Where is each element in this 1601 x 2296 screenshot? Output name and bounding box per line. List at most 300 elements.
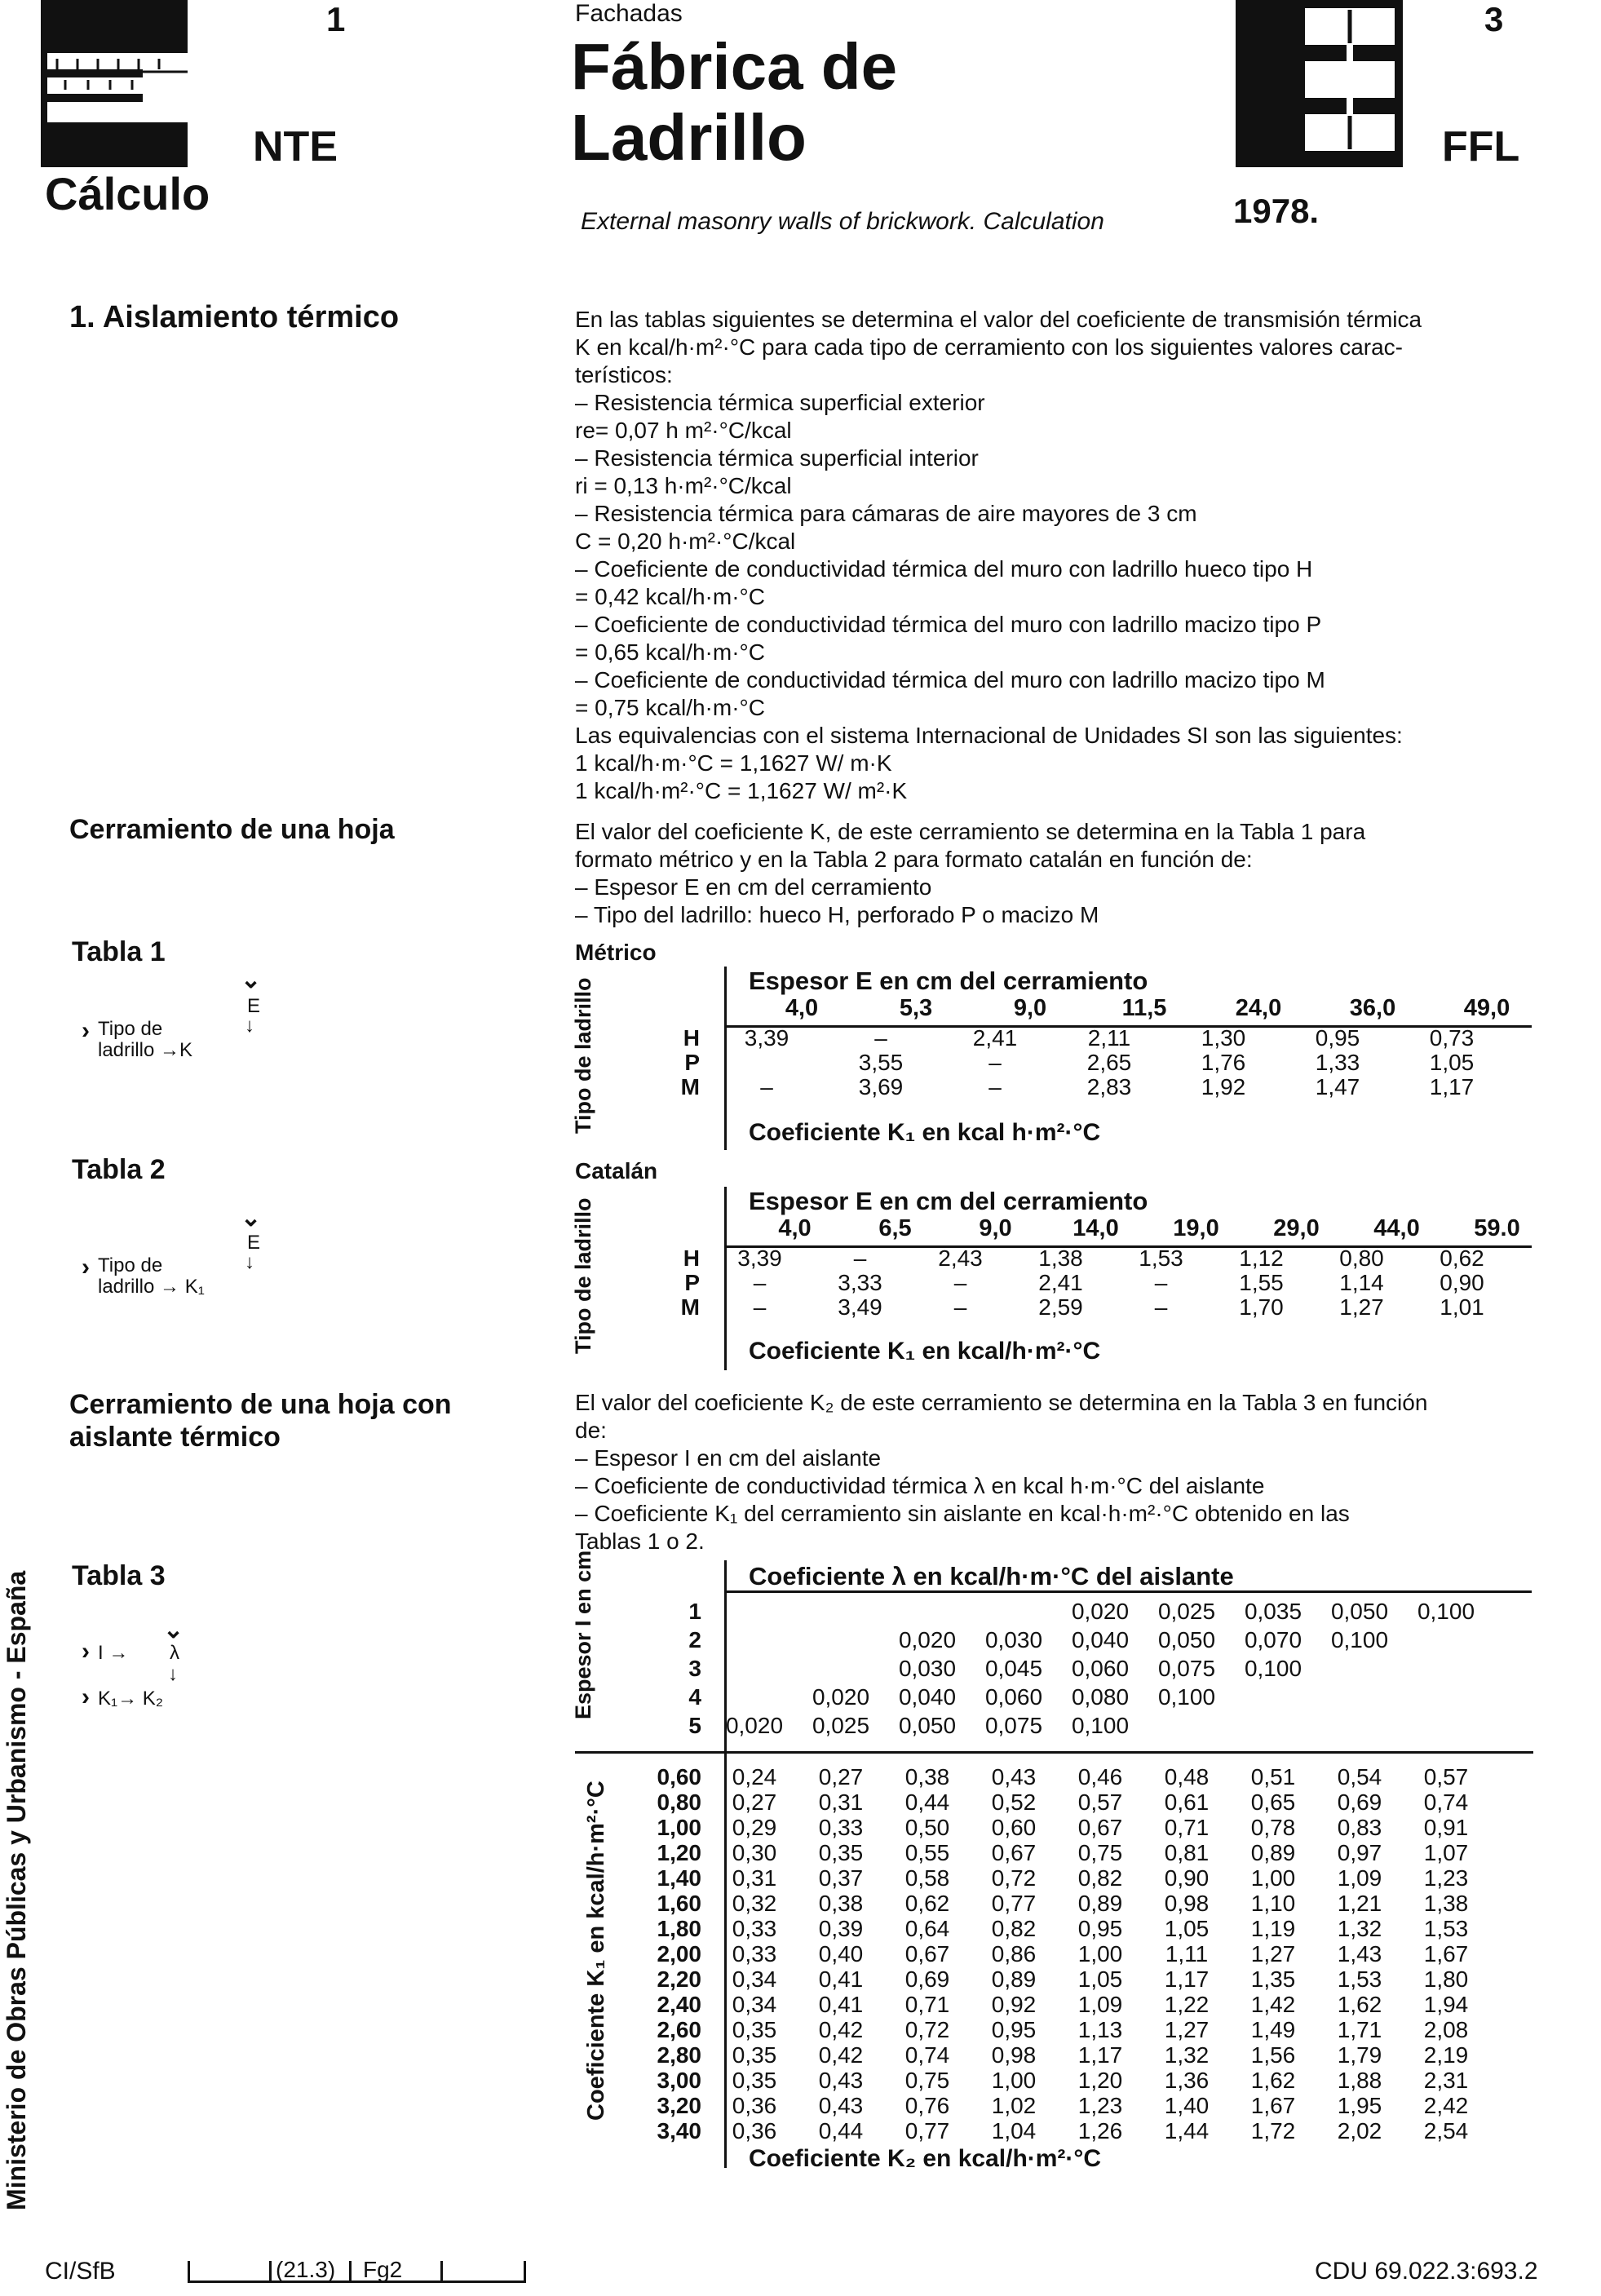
- tabla1-diagram: [82, 969, 277, 1067]
- table-cell: 0,95: [991, 2017, 1037, 2042]
- diagram-tipo: Tipo de: [98, 1018, 163, 1040]
- row-label: 2: [688, 1627, 701, 1652]
- table-cell: 0,050: [1157, 1627, 1216, 1652]
- table-cell: 1,05: [1429, 1050, 1475, 1075]
- text-line: K en kcal/h·m²·°C para cada tipo de cerramiento con los siguientes valores carac-: [575, 334, 1403, 360]
- footer-box-tick: [440, 2261, 443, 2282]
- table-cell: 0,035: [1244, 1599, 1302, 1624]
- diagram-arrow-down: ↓: [245, 1251, 254, 1273]
- table-cell: 1,47: [1315, 1074, 1360, 1099]
- heading-cerramiento-aislante-2: aislante térmico: [69, 1422, 281, 1453]
- table-cell: 0,60: [991, 1815, 1037, 1840]
- text-line: – Resistencia térmica superficial exterior: [575, 390, 985, 415]
- row-label: 2,80: [657, 2042, 701, 2068]
- table-cell: 1,56: [1250, 2042, 1296, 2068]
- tabla1-row-axis: Tipo de ladrillo: [571, 977, 595, 1134]
- table-cell: 0,41: [818, 1992, 864, 2017]
- table-cell: 0,95: [1315, 1025, 1360, 1051]
- row-label: 1,00: [657, 1815, 701, 1840]
- table-cell: 0,060: [1071, 1656, 1130, 1681]
- table-cell: [1316, 1654, 1403, 1683]
- column-header: 14,0: [1072, 1215, 1119, 1241]
- table-cell: 0,42: [818, 2017, 864, 2042]
- data-table: [620, 1764, 1489, 2143]
- row-label: 2,40: [657, 1992, 701, 2017]
- heading-cerramiento-una-hoja: Cerramiento de una hoja: [69, 814, 395, 845]
- table-cell: 0,050: [1330, 1599, 1389, 1624]
- table-cell: 2,65: [1086, 1050, 1132, 1075]
- table-cell: 0,100: [1244, 1656, 1302, 1681]
- row-label: 1,60: [657, 1891, 701, 1916]
- table-row: [620, 1865, 1489, 1891]
- table-cell: 1,19: [1250, 1916, 1296, 1941]
- diagram-tipo: Tipo de: [98, 1254, 163, 1276]
- table-cell: 0,30: [732, 1840, 777, 1865]
- table-cell: 0,34: [732, 1966, 777, 1992]
- table-cell: 0,64: [904, 1916, 950, 1941]
- table-cell: 0,83: [1337, 1815, 1382, 1840]
- data-table: [604, 1246, 1512, 1320]
- table-cell: 0,91: [1423, 1815, 1469, 1840]
- table-row: [604, 1051, 1509, 1075]
- tabla3-k1-table: [620, 1764, 1489, 2143]
- table-cell: [710, 1051, 824, 1075]
- table-cell: 0,57: [1423, 1764, 1469, 1789]
- table-cell: 1,76: [1201, 1050, 1246, 1075]
- table-cell: [971, 1597, 1057, 1626]
- column-header: 9,0: [1013, 995, 1047, 1021]
- text-line: 1 kcal/h·m²·°C = 1,1627 W/ m²·K: [575, 778, 908, 803]
- table-row: [620, 1966, 1489, 1992]
- table-cell: 2,02: [1337, 2118, 1382, 2143]
- format-catalan: Catalán: [575, 1158, 658, 1183]
- text-line: = 0,75 kcal/h·m·°C: [575, 695, 765, 720]
- tabla3-footer: Coeficiente K₂ en kcal/h·m²·°C: [749, 2145, 1102, 2172]
- table-cell: 0,62: [1440, 1245, 1484, 1271]
- table-cell: 1,20: [1077, 2068, 1123, 2093]
- table-cell: 1,71: [1337, 2017, 1382, 2042]
- column-header: 29,0: [1273, 1215, 1320, 1241]
- table-cell: 0,42: [818, 2042, 864, 2068]
- table-cell: 1,07: [1423, 1840, 1469, 1865]
- table-cell: 0,025: [812, 1713, 870, 1738]
- tabla2-label: Tabla 2: [72, 1154, 166, 1185]
- table-cell: 1,32: [1164, 2042, 1210, 2068]
- column-header: 5,3: [899, 995, 933, 1021]
- table-cell: 0,075: [984, 1713, 1043, 1738]
- nte-label: NTE: [253, 123, 338, 170]
- tabla2-row-axis: Tipo de ladrillo: [571, 1197, 595, 1354]
- diagram-arrow-down: ↓: [168, 1663, 178, 1685]
- tabla2-footer: Coeficiente K₁ en kcal/h·m²·°C: [749, 1338, 1101, 1365]
- table-cell: 0,89: [1250, 1840, 1296, 1865]
- table-cell: 1,35: [1250, 1966, 1296, 1992]
- cerramiento2-text: [575, 1389, 1427, 1555]
- table-cell: [1230, 1711, 1316, 1740]
- row-label: 5: [688, 1713, 701, 1738]
- table-cell: 1,00: [1250, 1865, 1296, 1891]
- table-cell: –: [874, 1025, 887, 1051]
- text-line: formato métrico y en la Tabla 2 para formato catalán en función de:: [575, 847, 1253, 872]
- text-line: El valor del coeficiente K, de este cerramiento se determina en la Tabla 1 para: [575, 819, 1366, 844]
- table-cell: 1,17: [1429, 1074, 1475, 1099]
- table-cell: 2,59: [1038, 1294, 1083, 1320]
- table-cell: 0,32: [732, 1891, 777, 1916]
- table-cell: 1,17: [1077, 2042, 1123, 2068]
- table-cell: 1,01: [1440, 1294, 1484, 1320]
- table-cell: 2,83: [1086, 1074, 1132, 1099]
- table-cell: 0,35: [732, 2042, 777, 2068]
- table-cell: 1,26: [1077, 2118, 1123, 2143]
- table-cell: 1,23: [1423, 1865, 1469, 1891]
- table-cell: 0,75: [904, 2068, 950, 2093]
- table-row: [620, 1992, 1489, 2017]
- table-cell: 1,72: [1250, 2118, 1296, 2143]
- table-row: [620, 2118, 1489, 2143]
- row-label: P: [684, 1050, 700, 1075]
- table-cell: 0,71: [904, 1992, 950, 2017]
- table-cell: 0,100: [1071, 1713, 1130, 1738]
- table-cell: 1,49: [1250, 2017, 1296, 2042]
- tabla3-label: Tabla 3: [72, 1560, 166, 1591]
- table-cell: 0,38: [818, 1891, 864, 1916]
- footer-box-tick: [188, 2261, 190, 2282]
- text-line: – Resistencia térmica para cámaras de aire mayores de 3 cm: [575, 501, 1197, 526]
- text-line: de:: [575, 1418, 607, 1443]
- table-cell: 0,045: [984, 1656, 1043, 1681]
- table-cell: 0,38: [904, 1764, 950, 1789]
- text-line: 1 kcal/h·m·°C = 1,1627 W/ m·K: [575, 750, 892, 776]
- column-header: 24,0: [1235, 995, 1282, 1021]
- table-cell: 0,43: [991, 1764, 1037, 1789]
- table-cell: 1,27: [1250, 1941, 1296, 1966]
- table-cell: 0,77: [904, 2118, 950, 2143]
- tabla2-table: [604, 1246, 1512, 1320]
- table-cell: 0,67: [1077, 1815, 1123, 1840]
- table-row: [620, 1840, 1489, 1865]
- table-cell: 0,92: [991, 1992, 1037, 2017]
- table-cell: 0,44: [904, 1789, 950, 1815]
- table-cell: 0,80: [1339, 1245, 1384, 1271]
- table-cell: 0,35: [732, 2068, 777, 2093]
- table-cell: [711, 1626, 798, 1654]
- diagram-k: K₁→ K₂: [98, 1688, 164, 1710]
- diagram-e: E: [247, 1232, 261, 1254]
- table-cell: 0,35: [732, 2017, 777, 2042]
- table-cell: –: [760, 1074, 773, 1099]
- table-cell: [711, 1597, 798, 1626]
- table-cell: 2,41: [1038, 1270, 1083, 1295]
- row-label: M: [680, 1294, 700, 1320]
- row-label: 2,60: [657, 2017, 701, 2042]
- table-cell: [1316, 1711, 1403, 1740]
- row-label: H: [683, 1025, 700, 1051]
- table-cell: 1,09: [1337, 1865, 1382, 1891]
- table-cell: 1,05: [1077, 1966, 1123, 1992]
- table-cell: 1,94: [1423, 1992, 1469, 2017]
- table-cell: –: [953, 1294, 967, 1320]
- pointer-arrow-icon: ›: [82, 1683, 90, 1710]
- table-cell: [1143, 1711, 1230, 1740]
- table-cell: 0,080: [1071, 1684, 1130, 1710]
- table-cell: 3,69: [858, 1074, 904, 1099]
- text-line: = 0,65 kcal/h·m·°C: [575, 639, 765, 665]
- table-cell: 3,39: [737, 1245, 782, 1271]
- table-cell: 0,67: [904, 1941, 950, 1966]
- table-cell: [1403, 1654, 1489, 1683]
- table-cell: 1,05: [1164, 1916, 1210, 1941]
- table-cell: –: [988, 1074, 1002, 1099]
- table-cell: 1,53: [1423, 1916, 1469, 1941]
- table-cell: 0,54: [1337, 1764, 1382, 1789]
- table-cell: 2,11: [1087, 1025, 1131, 1051]
- page-title-line1: Fábrica de: [571, 30, 898, 103]
- tabla1-table: [604, 1026, 1509, 1099]
- down-arrow-icon: ⌄: [241, 1205, 262, 1232]
- table-cell: 1,36: [1164, 2068, 1210, 2093]
- footer-box-tick: [349, 2261, 352, 2282]
- diagram-ladrillo: ladrillo → K₁: [98, 1276, 205, 1298]
- table-cell: 3,39: [744, 1025, 789, 1051]
- table-cell: 0,67: [991, 1840, 1037, 1865]
- table-cell: 0,86: [991, 1941, 1037, 1966]
- tabla1-label: Tabla 1: [72, 936, 166, 967]
- table-cell: 0,060: [984, 1684, 1043, 1710]
- table-cell: 1,12: [1239, 1245, 1284, 1271]
- row-label: 1,40: [657, 1865, 701, 1891]
- column-header: 11,5: [1121, 995, 1167, 1021]
- table-cell: 0,58: [904, 1865, 950, 1891]
- table-cell: 0,90: [1164, 1865, 1210, 1891]
- text-line: = 0,42 kcal/h·m·°C: [575, 584, 765, 609]
- brick-wall-icon: [1236, 0, 1403, 167]
- row-label: M: [680, 1074, 700, 1099]
- table-cell: 0,98: [1164, 1891, 1210, 1916]
- table-cell: 0,52: [991, 1789, 1037, 1815]
- table-cell: 1,13: [1077, 2017, 1123, 2042]
- tabla3-espesor-table: [620, 1597, 1489, 1740]
- diagram-e: E: [247, 995, 261, 1017]
- table-row: [620, 1891, 1489, 1916]
- row-label: P: [684, 1270, 700, 1295]
- table-cell: 0,100: [1417, 1599, 1475, 1624]
- row-label: 2,20: [657, 1966, 701, 1992]
- table-row: [620, 2017, 1489, 2042]
- row-label: 0,80: [657, 1789, 701, 1815]
- data-table: [604, 1026, 1509, 1099]
- table-cell: 1,79: [1337, 2042, 1382, 2068]
- table-cell: 0,39: [818, 1916, 864, 1941]
- tabla2-diagram: [82, 1207, 277, 1305]
- table-cell: 1,95: [1337, 2093, 1382, 2118]
- table-row: [604, 1075, 1509, 1099]
- page-number-right: 3: [1484, 0, 1504, 38]
- table-cell: 1,21: [1337, 1891, 1382, 1916]
- table-cell: 1,02: [991, 2093, 1037, 2118]
- table-cell: 0,48: [1164, 1764, 1210, 1789]
- table-cell: 1,80: [1423, 1966, 1469, 1992]
- tabla3-rule-middle: [575, 1751, 1533, 1754]
- table-cell: 2,42: [1423, 2093, 1469, 2118]
- table-cell: 2,08: [1423, 2017, 1469, 2042]
- table-cell: 0,61: [1164, 1789, 1210, 1815]
- table-row: [604, 1026, 1509, 1051]
- table-cell: 3,49: [838, 1294, 882, 1320]
- table-cell: 0,35: [818, 1840, 864, 1865]
- table-cell: 1,17: [1164, 1966, 1210, 1992]
- text-line: – Espesor I en cm del aislante: [575, 1445, 882, 1471]
- pointer-arrow-icon: ›: [82, 1254, 90, 1281]
- table-cell: 1,88: [1337, 2068, 1382, 2093]
- footer-box-tick: [524, 2261, 526, 2282]
- table-cell: 0,82: [991, 1916, 1037, 1941]
- section1-text: [575, 306, 1422, 805]
- table-cell: 1,53: [1337, 1966, 1382, 1992]
- table-cell: 1,11: [1165, 1941, 1209, 1966]
- diagram-ladrillo: ladrillo →K: [98, 1039, 193, 1061]
- table-row: [620, 2068, 1489, 2093]
- format-metrico: Métrico: [575, 940, 657, 965]
- tabla3-k1-axis: Coeficiente K₁ en kcal/h·m²·°C: [583, 1781, 609, 2121]
- table-row: [620, 1789, 1489, 1815]
- table-cell: [1403, 1711, 1489, 1740]
- diagram-lambda: λ: [170, 1642, 179, 1664]
- table-cell: 1,27: [1164, 2017, 1210, 2042]
- table-cell: 0,72: [904, 2017, 950, 2042]
- row-label: 1,80: [657, 1916, 701, 1941]
- column-header: 6,5: [878, 1215, 912, 1241]
- table-row: [620, 1711, 1489, 1740]
- table-cell: 1,67: [1250, 2093, 1296, 2118]
- table-cell: 1,00: [1077, 1941, 1123, 1966]
- table-cell: 0,65: [1250, 1789, 1296, 1815]
- table-cell: 0,100: [1330, 1627, 1389, 1652]
- table-row: [620, 1626, 1489, 1654]
- table-row: [604, 1271, 1512, 1295]
- table-cell: 0,44: [818, 2118, 864, 2143]
- table-cell: 1,62: [1250, 2068, 1296, 2093]
- text-line: ri = 0,13 h·m²·°C/kcal: [575, 473, 792, 498]
- table-cell: 0,040: [898, 1684, 957, 1710]
- table-cell: [884, 1597, 971, 1626]
- table-cell: [1403, 1626, 1489, 1654]
- table-row: [604, 1246, 1512, 1271]
- table-cell: 2,31: [1423, 2068, 1469, 2093]
- row-label: 4: [688, 1684, 701, 1710]
- table-cell: 0,020: [812, 1684, 870, 1710]
- ministry-sidebar: Ministerio de Obras Públicas y Urbanismo - España: [2, 1570, 31, 2210]
- table-cell: –: [1154, 1270, 1168, 1295]
- table-cell: 2,54: [1423, 2118, 1469, 2143]
- table-cell: 0,46: [1077, 1764, 1123, 1789]
- table-cell: –: [1154, 1294, 1168, 1320]
- page-number-left: 1: [326, 0, 346, 38]
- table-row: [620, 1654, 1489, 1683]
- table-cell: 1,30: [1201, 1025, 1246, 1051]
- table-cell: 1,04: [991, 2118, 1037, 2143]
- column-header: 49,0: [1463, 995, 1510, 1021]
- table-cell: 0,075: [1157, 1656, 1216, 1681]
- table-cell: 0,75: [1077, 1840, 1123, 1865]
- tabla2-header: Espesor E en cm del cerramiento: [749, 1187, 1148, 1215]
- text-line: – Espesor E en cm del cerramiento: [575, 874, 932, 900]
- footer-code2: Fg2: [363, 2257, 403, 2282]
- table-cell: 0,71: [1164, 1815, 1210, 1840]
- table-cell: 0,69: [1337, 1789, 1382, 1815]
- column-header: 4,0: [778, 1215, 812, 1241]
- table-cell: 1,70: [1239, 1294, 1284, 1320]
- pointer-arrow-icon: ›: [82, 1017, 90, 1044]
- table-cell: 1,23: [1077, 2093, 1123, 2118]
- table-cell: 2,41: [972, 1025, 1018, 1051]
- table-cell: 1,27: [1339, 1294, 1384, 1320]
- table-cell: 0,100: [1157, 1684, 1216, 1710]
- table-cell: 0,95: [1077, 1916, 1123, 1941]
- down-arrow-icon: ⌄: [163, 1617, 184, 1643]
- table-cell: 2,19: [1423, 2042, 1469, 2068]
- table-row: [604, 1295, 1512, 1320]
- table-cell: 0,62: [904, 1891, 950, 1916]
- text-line: re= 0,07 h m²·°C/kcal: [575, 418, 792, 443]
- table-cell: 0,070: [1244, 1627, 1302, 1652]
- tabla3-lambda-header: Coeficiente λ en kcal/h·m·°C del aislante: [749, 1562, 1234, 1590]
- section-heading-aislamiento: 1. Aislamiento térmico: [69, 300, 400, 334]
- table-cell: 1,00: [991, 2068, 1037, 2093]
- table-cell: 1,44: [1164, 2118, 1210, 2143]
- footer-code1: (21.3): [276, 2257, 336, 2282]
- table-row: [620, 2093, 1489, 2118]
- row-label: 3,20: [657, 2093, 701, 2118]
- table-cell: 1,33: [1315, 1050, 1360, 1075]
- table-cell: 0,24: [732, 1764, 777, 1789]
- row-label: 3: [688, 1656, 701, 1681]
- table-cell: –: [853, 1245, 867, 1271]
- table-cell: 0,41: [818, 1966, 864, 1992]
- footer-cdu: CDU 69.022.3:693.2: [1315, 2258, 1538, 2285]
- table-cell: 2,43: [938, 1245, 983, 1271]
- table-cell: 0,020: [725, 1713, 784, 1738]
- text-line: terísticos:: [575, 362, 673, 387]
- table-cell: 1,55: [1239, 1270, 1284, 1295]
- table-row: [620, 1916, 1489, 1941]
- table-cell: –: [753, 1270, 767, 1295]
- table-cell: 0,020: [1071, 1599, 1130, 1624]
- text-line: – Coeficiente de conductividad térmica del muro con ladrillo macizo tipo M: [575, 667, 1325, 692]
- year: 1978.: [1233, 192, 1320, 230]
- table-row: [620, 1683, 1489, 1711]
- tabla1-header: Espesor E en cm del cerramiento: [749, 967, 1148, 995]
- table-cell: 0,72: [991, 1865, 1037, 1891]
- table-cell: 1,14: [1339, 1270, 1384, 1295]
- nte-logo: [41, 0, 188, 167]
- table-cell: 0,27: [818, 1764, 864, 1789]
- down-arrow-icon: ⌄: [241, 967, 262, 993]
- table-cell: 1,32: [1337, 1916, 1382, 1941]
- text-line: – Coeficiente K₁ del cerramiento sin aislante en kcal·h·m²·°C obtenido en las: [575, 1501, 1350, 1526]
- table-cell: [1316, 1683, 1403, 1711]
- column-header: 59.0: [1474, 1215, 1520, 1241]
- table-cell: 1,38: [1423, 1891, 1469, 1916]
- table-cell: 0,78: [1250, 1815, 1296, 1840]
- table-cell: 1,53: [1139, 1245, 1183, 1271]
- table-cell: 0,33: [732, 1941, 777, 1966]
- row-label: 0,60: [657, 1764, 701, 1789]
- table-cell: 1,10: [1250, 1891, 1296, 1916]
- table-cell: 0,57: [1077, 1789, 1123, 1815]
- table-cell: 0,020: [898, 1627, 957, 1652]
- table-cell: 0,40: [818, 1941, 864, 1966]
- table-cell: 1,42: [1250, 1992, 1296, 2017]
